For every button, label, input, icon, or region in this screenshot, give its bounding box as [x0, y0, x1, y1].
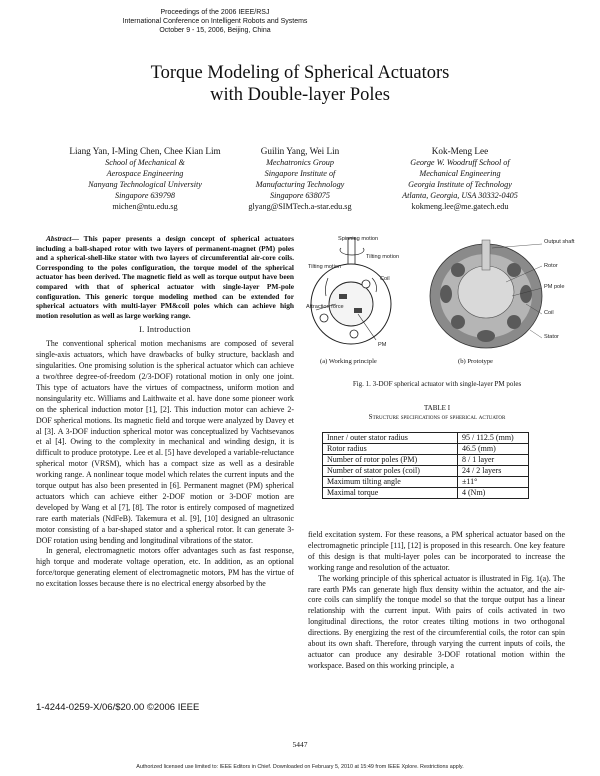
- table-row: [323, 477, 529, 488]
- table-row: [323, 444, 529, 455]
- affiliation-line: Manufacturing Technology: [255, 180, 345, 189]
- author-email[interactable]: michen@ntu.edu.sg: [112, 202, 178, 211]
- left-column: [36, 234, 294, 590]
- header-line: October 9 - 15, 2006, Beijing, China: [159, 27, 271, 34]
- figure-caption: Fig. 1. 3-DOF spherical actuator with single-layer PM poles: [352, 380, 522, 388]
- subcaption-b: (b) Prototype: [458, 358, 493, 365]
- table-cell: Number of stator poles (coil): [323, 466, 458, 477]
- affiliation-line: Georgia Institute of Technology: [408, 180, 512, 189]
- license-notice: Authorized licensed use limited to: IEEE Editors in Chief. Downloaded on February 5, 2010 at 15:49 from IEEE Xplore. Restrictions apply.: [136, 764, 464, 770]
- label-spinning-motion: Spinning motion: [338, 236, 379, 242]
- isbn-copyright: 1-4244-0259-X/06/$20.00 ©2006 IEEE: [36, 702, 200, 713]
- abstract-lead: Abstract: [46, 234, 72, 243]
- label-rotor: Rotor: [544, 263, 558, 269]
- author-names: Guilin Yang, Wei Lin: [260, 146, 340, 156]
- prototype-photo: [430, 238, 575, 354]
- table-cell: ±11°: [458, 477, 529, 488]
- table-row: [323, 455, 529, 466]
- header-line: International Conference on Intelligent Robots and Systems: [122, 18, 308, 25]
- intro-paragraph: In general, electromagnetic motors offer advantages such as fast response, high torque and moderate voltage operation, etc. In addition, as an optional force/torque generating element of electromagnetic motors, PM has the virtue of no excitation losses because there is no electrical energy absorbed by the: [36, 546, 294, 589]
- output-shaft-photo: [482, 240, 490, 270]
- header-line: Proceedings of the 2006 IEEE/RSJ: [160, 9, 270, 16]
- affiliation-line: Mechanical Engineering: [419, 169, 501, 178]
- table-cell: 24 / 2 layers: [458, 466, 529, 477]
- affiliation-line: Nanyang Technological University: [88, 180, 202, 189]
- table-caption: [306, 404, 568, 422]
- table-title: Structure specifications of spherical actuator: [368, 413, 506, 421]
- coil-shape: [362, 280, 370, 288]
- affiliation-line: Aerospace Engineering: [106, 169, 184, 178]
- label-output-shaft: Output shaft: [544, 239, 575, 245]
- working-principle-diagram: [306, 236, 399, 348]
- table-cell: 46.5 (mm): [458, 444, 529, 455]
- coil-shape: [320, 314, 328, 322]
- table-cell: Number of rotor poles (PM): [323, 455, 458, 466]
- paper-title: [0, 62, 600, 106]
- right-column: [308, 530, 565, 672]
- intro-paragraph: The conventional spherical motion mechanisms are composed of several single-axis actuators, which have drawbacks of bulky structure, backlash and singularities. One promising solution is the spherical actuator which can achieve a two/three degree-of-freedom (2/3-DOF) rotational motion in only one joint. This type of actuators have the virtues of compactness, uniform motion and nonsingularity etc. Williams and Laithwaite et al. have done some pioneer work on the spherical induction motor [1], [2]. This induction motor can achieve 2-DOF spherical motions. Its magnetic field and torque were analyzed by Davey et al [3]. A 3-DOF induction spherical motor was conceptualized by Vachtsevanos et al [4]. Owing to the complexity in mechanical and winding design, it is difficult to produce prototype. Lee et al. [5] have developed a variable-reluctance spherical motor (VRSM), which has a compact size as well as a desirable working range. A nonlinear toque model which relates the current inputs and the torque output has also been presented in [6]. Permanent magnet (PM) spherical actuators which can achieve either 2-DOF motion or 3-DOF motion are developed by Wang et al [7], [8]. The rotor is entirely composed of magnetized rare earth materials (NdFeB). Takemura et al. [9], [10] designed an ultrasonic motor consisting of a bar-shaped stator and a spherical rotor. It can generate 3-DOF rotation using bending and longitudinal vibrations of the stator.: [36, 339, 294, 545]
- author-names: Kok-Meng Lee: [431, 146, 489, 156]
- figure-1: [306, 234, 575, 362]
- label-coil: Coil: [380, 276, 390, 282]
- body-paragraph: field excitation system. For these reasons, a PM spherical actuator based on the electromagnetic principle [11], [12] is proposed in this research. One key feature of this design is that multi-layer poles can be incorporated to increase the working range and resolution of the actuator.: [308, 530, 565, 572]
- page-number: 5447: [292, 740, 308, 749]
- table-cell: 95 / 112.5 (mm): [458, 433, 529, 444]
- title-line-2: with Double-layer Poles: [210, 85, 390, 105]
- label-coil-photo: Coil: [544, 310, 554, 316]
- spec-table: [322, 432, 529, 499]
- table-cell: 4 (Nm): [458, 488, 529, 499]
- subcaption-a: (a) Working principle: [320, 358, 377, 365]
- label-pm-pole: PM pole: [544, 284, 565, 290]
- table-row: [323, 433, 529, 444]
- label-stator: Stator: [544, 334, 559, 340]
- title-line-1: Torque Modeling of Spherical Actuators: [150, 63, 450, 83]
- rotor-ball: [458, 266, 514, 318]
- affiliation-line: Atlanta, Georgia, USA 30332-0405: [402, 191, 518, 200]
- body-paragraph: The working principle of this spherical actuator is illustrated in Fig. 1(a). The rare earth PMs can generate high flux density within the actuator, and the air-core coils can simplify the tonque model so that the torque output has a linear relationship with the current input. With pairs of coils activated in two longitudinal directions, the rotor creates tilting motions in two orthogonal directions. By energizing the rest of the circumferential coils, the rotor can spin about its own shaft. Therefore, through varying the current inputs of coils, the actuator can produce any desirable 3-DOF rotational motion within the workspace. Based on this working principle, a: [308, 573, 565, 670]
- coil-shape: [350, 330, 358, 338]
- label-pm: PM: [378, 342, 387, 348]
- pm-shape: [354, 308, 362, 313]
- table-cell: Maximal torque: [323, 488, 458, 499]
- table-cell: Rotor radius: [323, 444, 458, 455]
- table-cell: 8 / 1 layer: [458, 455, 529, 466]
- table-row: [323, 488, 529, 499]
- label-attraction-force: Attraction force: [306, 304, 344, 310]
- abstract-text: — This paper presents a design concept of spherical actuators including a ball-shaped rotor with two layers of permanent-magnet (PM) poles and a spherical-shell-like stator with two layers of circumferential air-core coils. Corresponding to the poles configuration, the torque model of the spherical actuator has been derived. The magnetic field as well as torque output have been compared with that of spherical actuator with single-layer PM-pole configuration. This generic torque modeling method can be extended for spherical actuators with multi-layer PM&coil poles which can achieve high motion resolution as well as large working range.: [36, 234, 294, 320]
- author-names: Liang Yan, I-Ming Chen, Chee Kian Lim: [69, 146, 221, 156]
- affiliation-line: Mechatronics Group: [266, 158, 334, 167]
- table-cell: Maximum tilting angle: [323, 477, 458, 488]
- affiliation-line: Singapore 638075: [270, 191, 330, 200]
- affiliation-line: George W. Woodruff School of: [410, 158, 510, 167]
- affiliation-line: Singapore 639798: [115, 191, 175, 200]
- author-email[interactable]: glyang@SIMTech.a-star.edu.sg: [248, 202, 352, 211]
- output-shaft: [348, 238, 355, 266]
- label-tilting-motion-left: Tilting motion: [308, 264, 342, 270]
- author-block-3: [365, 146, 555, 212]
- affiliation-line: School of Mechanical &: [105, 158, 185, 167]
- conference-header: [100, 8, 330, 35]
- table-row: [323, 466, 529, 477]
- label-tilting-motion-right: Tilting motion: [366, 254, 400, 260]
- abstract: [36, 234, 294, 320]
- table-cell: Inner / outer stator radius: [323, 433, 458, 444]
- author-email[interactable]: kokmeng.lee@me.gatech.edu: [411, 202, 509, 211]
- pm-shape: [339, 294, 347, 299]
- affiliation-line: Singapore Institute of: [264, 169, 336, 178]
- section-heading-introduction: I. Introduction: [139, 325, 191, 335]
- table-number: TABLE I: [423, 404, 451, 412]
